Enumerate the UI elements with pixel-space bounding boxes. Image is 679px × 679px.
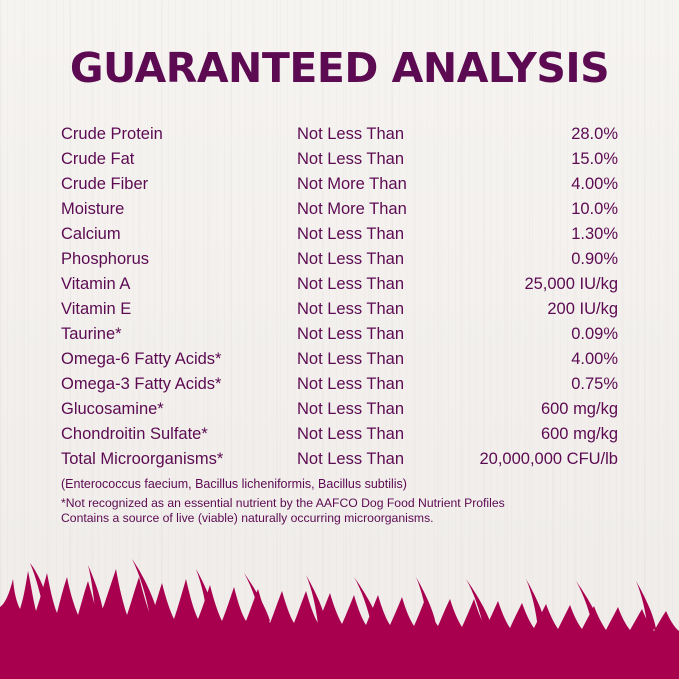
nutrient-qualifier: Not Less Than [297,375,405,393]
nutrient-qualifier: Not Less Than [297,325,405,343]
nutrient-qualifier: Not Less Than [297,250,405,268]
footnote-line-1: *Not recognized as an essential nutrient by the AAFCO Dog Food Nutrient Profiles [61,496,505,510]
organisms-note: (Enterococcus faecium, Bacillus licheniformis, Bacillus subtilis) [61,477,407,491]
guaranteed-analysis-table [61,125,618,475]
table-row [61,275,618,300]
nutrient-name: Crude Fiber [61,175,149,193]
nutrient-value: 1.30% [571,225,618,243]
table-row [61,300,618,325]
nutrient-qualifier: Not Less Than [297,425,405,443]
table-row [61,450,618,475]
nutrient-value: 20,000,000 CFU/lb [479,450,618,468]
footnote-line-2: Contains a source of live (viable) naturally occurring microorganisms. [61,511,434,525]
nutrient-qualifier: Not Less Than [297,350,405,368]
nutrient-name: Crude Protein [61,125,163,143]
table-row [61,150,618,175]
nutrient-qualifier: Not Less Than [297,450,405,468]
nutrient-value: 0.75% [571,375,618,393]
table-row [61,325,618,350]
table-row [61,350,618,375]
nutrient-qualifier: Not Less Than [297,400,405,418]
nutrient-qualifier: Not Less Than [297,225,405,243]
grass-silhouette [0,519,679,679]
nutrient-name: Glucosamine* [61,400,164,418]
nutrient-qualifier: Not More Than [297,200,407,218]
table-row [61,425,618,450]
table-row [61,175,618,200]
nutrient-name: Omega-6 Fatty Acids* [61,350,222,368]
nutrient-value: 600 mg/kg [540,400,618,418]
nutrient-qualifier: Not More Than [297,175,407,193]
page-title: GUARANTEED ANALYSIS [69,44,610,92]
nutrient-value: 600 mg/kg [540,425,618,443]
nutrient-value: 15.0% [571,150,618,168]
nutrient-value: 25,000 IU/kg [524,275,618,293]
nutrient-value: 0.90% [571,250,618,268]
nutrient-qualifier: Not Less Than [297,275,405,293]
nutrient-qualifier: Not Less Than [297,125,405,143]
nutrient-value: 28.0% [571,125,618,143]
nutrient-qualifier: Not Less Than [297,150,405,168]
nutrient-value: 4.00% [571,350,618,368]
table-row [61,225,618,250]
nutrient-name: Vitamin E [61,300,132,318]
table-row [61,125,618,150]
nutrient-name: Crude Fat [61,150,135,168]
nutrient-name: Moisture [61,200,125,218]
nutrient-value: 4.00% [571,175,618,193]
nutrient-name: Omega-3 Fatty Acids* [61,375,222,393]
nutrient-value: 200 IU/kg [547,300,618,318]
nutrient-value: 0.09% [571,325,618,343]
table-row [61,400,618,425]
nutrient-qualifier: Not Less Than [297,300,405,318]
nutrient-name: Phosphorus [61,250,150,268]
table-row [61,375,618,400]
nutrient-name: Vitamin A [61,275,131,293]
nutrient-name: Calcium [61,225,121,243]
nutrient-value: 10.0% [571,200,618,218]
nutrient-name: Chondroitin Sulfate* [61,425,208,443]
table-row [61,200,618,225]
nutrient-name: Total Microorganisms* [61,450,224,468]
nutrient-name: Taurine* [61,325,122,343]
table-row [61,250,618,275]
